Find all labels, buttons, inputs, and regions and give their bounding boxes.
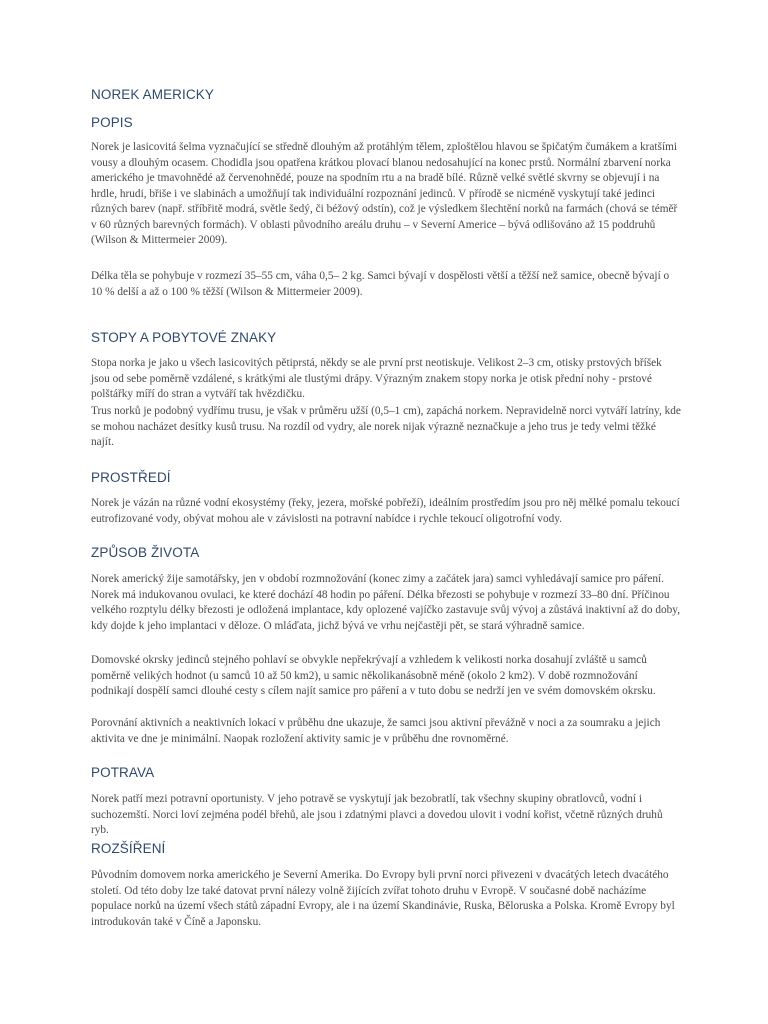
section-heading-rozsireni: ROZŠÍŘENÍ	[91, 841, 166, 856]
paragraph-stopy-1: Stopa norka je jako u všech lasicovitých pětiprstá, někdy se ale první prst neotiskuje. Velikost 2–3 cm, otisky prstových bříšek jsou od sebe poměrně vzdálené, s krátkými ale tlustými drápy. Výrazným znakem stopy norka je otisk přední nohy - prstové polštářky míří do stran a vytváří tak hvězdičku.	[91, 357, 662, 400]
document-title: NOREK AMERICKY	[91, 87, 214, 102]
paragraph-popis-1: Norek je lasicovitá šelma vyznačující se středně dlouhým až protáhlým tělem, zploštělou hlavou se špičatým čumákem a kratšími vousy a dlouhým ocasem. Chodidla jsou opatřena krátkou plovací blanou nedosahující na konec prstů. Normální zbarvení norka amerického je tmavohnědé až červenohnědé, pouze na spodním rtu a na bradě bílé. Různě velké světlé skvrny se objevují i na hrdle, hrudi, břiše i ve slabinách a umožňují tak individuální rozpoznání jedinců. V přírodě se nicméně vyskytují také jedinci různých barev (např. stříbřitě modrá, světle šedý, či béžový odstín), což je výsledkem šlechtění norků na farmách (chová se téměř v 60 různých barevných formách). V oblasti původního areálu druhu – v Severní Americe – bývá odlišováno až 15 poddruhů (Wilson & Mittermeier 2009).	[91, 141, 678, 246]
section-heading-stopy: STOPY A POBYTOVÉ ZNAKY	[91, 330, 277, 345]
section-heading-prostredi: PROSTŘEDÍ	[91, 470, 171, 485]
paragraph-zpusob-1: Norek americký žije samotářsky, jen v období rozmnožování (konec zimy a začátek jara) samci vyhledávají samice pro páření. Norek má indukovanou ovulaci, ke které dochází 48 hodin po páření. Délka březosti se pohybuje v rozmezí 33–80 dní. Příčinou velkého rozptylu délky březosti je odložená implantace, kdy oplozené vajíčko zastavuje svůj vývoj a zůstává inaktivní až do doby, kdy dojde k jeho implantaci v děloze. O mláďata, jichž bývá ve vrhu nejčastěji pět, se stará výhradně samice.	[91, 573, 681, 632]
paragraph-potrava-1: Norek patří mezi potravní oportunisty. V jeho potravě se vyskytují jak bezobratlí, tak všechny skupiny obratlovců, vodní i suchozemští. Norci loví zejména podél břehů, ale jsou i zdatnými plavci a dovedou ulovit i vodní kořist, včetně různých druhů ryb.	[91, 793, 663, 836]
paragraph-stopy-2: Trus norků je podobný vydřímu trusu, je však v průměru užší (0,5–1 cm), zapáchá norkem. Nepravidelně norci vytváří latríny, kde se mohou nacházet desítky kusů trusu. Na rozdíl od vydry, ale norek nijak výrazně neznačkuje a jeho trus je tedy velmi těžké najít.	[91, 405, 681, 448]
paragraph-prostredi-1: Norek je vázán na různé vodní ekosystémy (řeky, jezera, mořské pobřeží), ideálním prostředím jsou pro něj mělké pomalu tekoucí eutrofizované vody, obývat mohou ale v závislosti na potravní nabídce i rychle tekoucí oligotrofní vody.	[91, 497, 680, 525]
section-heading-potrava: POTRAVA	[91, 765, 155, 780]
section-heading-popis: POPIS	[91, 115, 133, 130]
section-heading-zpusob-zivota: ZPŮSOB ŽIVOTA	[91, 545, 200, 560]
paragraph-zpusob-2: Domovské okrsky jedinců stejného pohlaví se obvykle nepřekrývají a vzhledem k velikosti norka dosahují zvláště u samců poměrně velikých hodnot (u samců 10 až 50 km2), u samic několikanásobně méně (okolo 2 km2). V době rozmnožování podnikají dospělí samci dlouhé cesty s cílem najít samice pro páření a v tuto dobu se nedrží jen ve svém domovském okrsku.	[91, 654, 656, 697]
paragraph-popis-2: Délka těla se pohybuje v rozmezí 35–55 cm, váha 0,5– 2 kg. Samci bývají v dospělosti větší a těžší než samice, obecně bývají o 10 % delší a až o 100 % těžší (Wilson & Mittermeier 2009).	[91, 270, 670, 298]
paragraph-rozsireni-1: Původním domovem norka amerického je Severní Amerika. Do Evropy byli první norci přivezeni v dvacátých letech dvacátého století. Od této doby lze také datovat první nálezy volně žijících zvířat tohoto druhu v Evropě. V současné době nacházíme populace norků na území všech států západní Evropy, ale i na území Skandinávie, Ruska, Běloruska a Polska. Kromě Evropy byl introdukován také v Číně a Japonsku.	[91, 869, 675, 928]
paragraph-zpusob-3: Porovnání aktivních a neaktivních lokací v průběhu dne ukazuje, že samci jsou aktivní převážně v noci a za soumraku a jejich aktivita ve dne je minimální. Naopak rozložení aktivity samic je v průběhu dne rovnoměrné.	[91, 717, 661, 745]
